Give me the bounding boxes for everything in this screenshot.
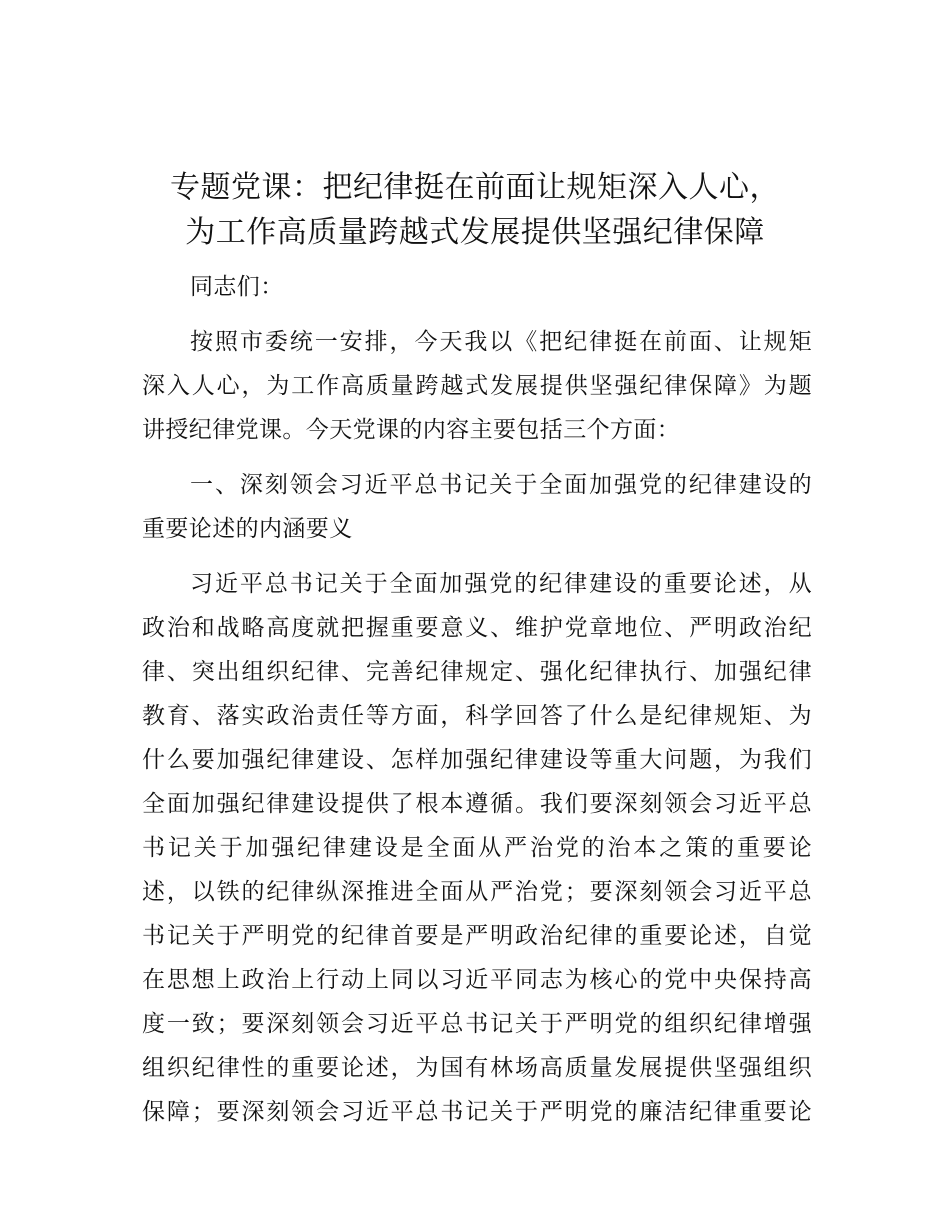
text-line: 习近平总书记关于全面加强党的纪律建设的重要论述，从 [190,571,812,597]
section-heading-paragraph [142,463,812,551]
text-line: 什么要加强纪律建设、怎样加强纪律建设等重大问题，为我们 [142,747,812,773]
text-line: 按照市委统一安排，今天我以《把纪律挺在前面、让规矩 [190,329,812,355]
text-line: 律、突出组织纪律、完善纪律规定、强化纪律执行、加强纪律 [142,659,812,685]
intro-paragraph [142,320,812,452]
text-line: 组织纪律性的重要论述，为国有林场高质量发展提供坚强组织 [142,1055,812,1081]
text-line: 深入人心，为工作高质量跨越式发展提供坚强纪律保障》为题 [142,373,812,399]
body-paragraph [142,562,812,1134]
text-line: 一、深刻领会习近平总书记关于全面加强党的纪律建设的 [190,472,812,498]
document-title [120,165,830,255]
text-line: 讲授纪律党课。今天党课的内容主要包括三个方面： [142,417,681,443]
title-line-1: 专题党课：把纪律挺在前面让规矩深入人心， [170,170,780,205]
text-line: 重要论述的内涵要义 [142,516,353,542]
text-line: 全面加强纪律建设提供了根本遵循。我们要深刻领会习近平总 [142,791,812,817]
text-line: 度一致；要深刻领会习近平总书记关于严明党的组织纪律增强 [142,1011,812,1037]
text-line: 同志们： [190,274,284,300]
text-line: 述，以铁的纪律纵深推进全面从严治党；要深刻领会习近平总 [142,879,812,905]
text-line: 保障；要深刻领会习近平总书记关于严明党的廉洁纪律重要论 [142,1099,812,1125]
text-line: 在思想上政治上行动上同以习近平同志为核心的党中央保持高 [142,967,812,993]
title-line-2: 为工作高质量跨越式发展提供坚强纪律保障 [185,215,765,250]
text-line: 书记关于加强纪律建设是全面从严治党的治本之策的重要论 [142,835,812,861]
text-line: 书记关于严明党的纪律首要是严明政治纪律的重要论述，自觉 [142,923,812,949]
text-line: 教育、落实政治责任等方面，科学回答了什么是纪律规矩、为 [142,703,812,729]
text-line: 政治和战略高度就把握重要意义、维护党章地位、严明政治纪 [142,615,812,641]
salutation-paragraph [142,265,812,309]
document-body [142,265,812,1145]
